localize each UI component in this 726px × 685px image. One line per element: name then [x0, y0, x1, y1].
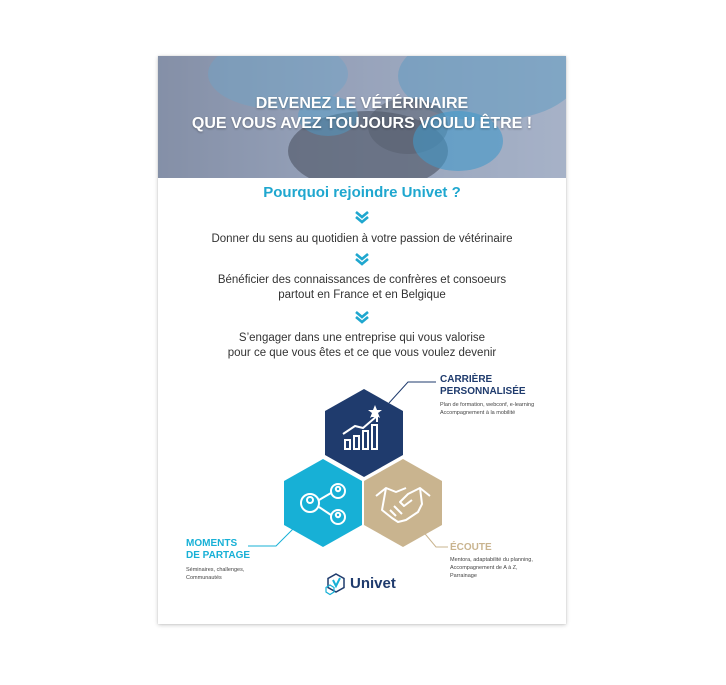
reason-3-line-2: pour ce que vous êtes et ce que vous voulez devenir [227, 347, 497, 359]
sharing-title-line-1: MOMENTS [186, 538, 238, 549]
career-callout-text [440, 401, 534, 417]
listening-item-3: Parrainage [450, 573, 477, 579]
sharing-title-line-2: DE PARTAGE [186, 550, 251, 561]
career-item-2: Accompagnement à la mobilité [440, 410, 516, 416]
section-heading: Pourquoi rejoindre Univet ? [263, 184, 461, 201]
banner-title-line-1: DEVENEZ LE VÉTÉRINAIRE [255, 95, 469, 112]
reason-2-line-1: Bénéficier des connaissances de confrères et consoeurs [217, 274, 507, 286]
listening-callout-text [450, 556, 533, 580]
reason-1-line-1: Donner du sens au quotidien à votre passion de vétérinaire [211, 233, 513, 245]
univet-logo-icon [324, 572, 348, 596]
sharing-callout-text [186, 566, 244, 582]
univet-logo-text: Univet [350, 575, 396, 592]
career-item-1: Plan de formation, webconf, e-learning [440, 402, 535, 408]
sharing-item-1: Séminaires, challenges, [186, 567, 245, 573]
listening-title-line-1: ÉCOUTE [450, 542, 492, 553]
sharing-callout-title [186, 538, 250, 562]
reason-3-line-1: S’engager dans une entreprise qui vous valorise [238, 332, 486, 344]
reason-2-line-2: partout en France et en Belgique [278, 289, 446, 301]
sharing-item-2: Communautés [186, 575, 222, 581]
career-callout-title [440, 374, 526, 398]
career-title-line-2: PERSONNALISÉE [440, 386, 526, 397]
listening-item-1: Mentora, adaptabilité du planning, [450, 557, 533, 563]
listening-callout-title [450, 542, 492, 554]
career-title-line-1: CARRIÈRE [440, 374, 493, 385]
banner-title-line-2: QUE VOUS AVEZ TOUJOURS VOULU ÊTRE ! [191, 115, 533, 132]
poster-sheet [158, 56, 566, 624]
listening-item-2: Accompagnement de A à Z, [450, 565, 518, 571]
